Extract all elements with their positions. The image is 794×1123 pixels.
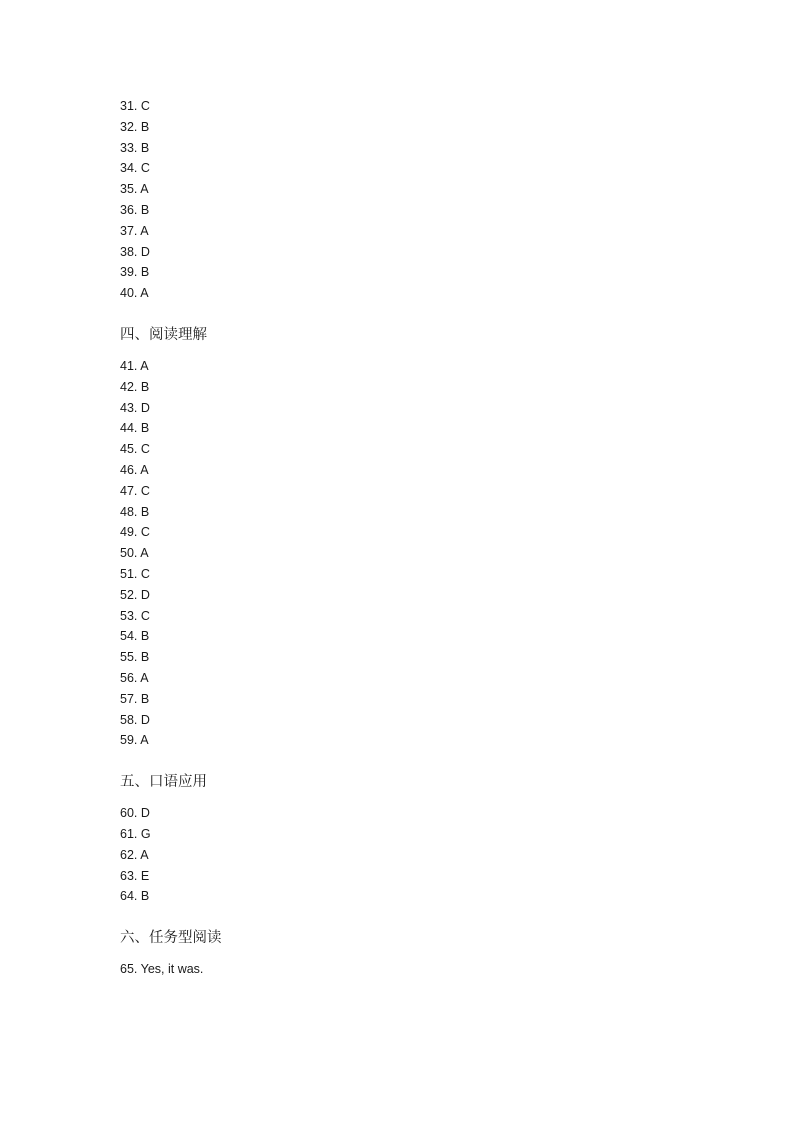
answer-value: A — [140, 462, 149, 477]
answer-item — [120, 543, 720, 564]
answer-value: G — [140, 826, 151, 841]
question-number: 53. — [120, 608, 138, 623]
question-number: 38. — [120, 244, 138, 259]
question-number: 33. — [120, 140, 138, 155]
answer-value: B — [140, 504, 150, 519]
answer-item — [120, 377, 720, 398]
question-number: 57. — [120, 691, 138, 706]
answer-item — [120, 502, 720, 523]
answer-value: C — [140, 483, 150, 498]
answer-item — [120, 96, 720, 117]
answer-value: A — [140, 223, 149, 238]
question-number: 65. — [120, 962, 138, 977]
answer-value: B — [140, 379, 150, 394]
answer-item — [120, 824, 720, 845]
document-page — [120, 96, 720, 980]
question-number: 50. — [120, 546, 138, 561]
question-number: 60. — [120, 806, 138, 821]
answer-value: B — [140, 889, 150, 904]
answer-item — [120, 845, 720, 866]
question-number: 41. — [120, 358, 138, 373]
question-number: 61. — [120, 826, 138, 841]
question-number: 45. — [120, 442, 138, 457]
answer-item — [120, 179, 720, 200]
oral-application-section — [120, 761, 720, 907]
answer-value: A — [140, 546, 149, 561]
answer-value: D — [140, 806, 150, 821]
answer-value: D — [140, 712, 150, 727]
answer-item — [120, 647, 720, 668]
answer-value: B — [140, 650, 150, 665]
answer-value: A — [140, 847, 149, 862]
answer-value: B — [140, 202, 150, 217]
question-number: 40. — [120, 286, 138, 301]
question-number: 32. — [120, 119, 138, 134]
answer-value: B — [140, 421, 150, 436]
question-number: 62. — [120, 847, 138, 862]
answer-item — [120, 522, 720, 543]
answer-item — [120, 710, 720, 731]
answer-item — [120, 606, 720, 627]
answer-item — [120, 283, 720, 304]
answer-value: C — [140, 442, 150, 457]
answer-value: Yes, it was. — [140, 962, 204, 977]
answer-item — [120, 439, 720, 460]
question-number: 59. — [120, 733, 138, 748]
answer-value: B — [140, 265, 150, 280]
question-number: 49. — [120, 525, 138, 540]
question-number: 34. — [120, 161, 138, 176]
reading-comprehension-section — [120, 314, 720, 751]
answer-value: A — [140, 286, 149, 301]
answer-value: A — [140, 358, 149, 373]
question-number: 44. — [120, 421, 138, 436]
answer-item — [120, 626, 720, 647]
answer-value: D — [140, 400, 150, 415]
answer-list — [120, 356, 720, 751]
answer-value: A — [140, 182, 149, 197]
question-number: 37. — [120, 223, 138, 238]
question-number: 43. — [120, 400, 138, 415]
section-heading: 四、阅读理解 — [120, 326, 207, 343]
answer-item — [120, 398, 720, 419]
answer-item — [120, 242, 720, 263]
answer-item — [120, 585, 720, 606]
answer-value: C — [140, 161, 150, 176]
answer-value: C — [140, 525, 150, 540]
answer-value: D — [140, 244, 150, 259]
question-number: 48. — [120, 504, 138, 519]
answer-value: C — [140, 608, 150, 623]
answer-item — [120, 158, 720, 179]
answer-item — [120, 460, 720, 481]
answer-list — [120, 803, 720, 907]
task-reading-section — [120, 917, 720, 980]
question-number: 51. — [120, 566, 138, 581]
answer-item — [120, 866, 720, 887]
answer-value: A — [140, 733, 149, 748]
answer-item — [120, 959, 720, 980]
answer-value: A — [140, 670, 149, 685]
question-number: 36. — [120, 202, 138, 217]
answer-item — [120, 262, 720, 283]
answer-item — [120, 689, 720, 710]
answer-item — [120, 221, 720, 242]
answer-item — [120, 564, 720, 585]
answers-section-continued — [120, 96, 720, 304]
question-number: 31. — [120, 99, 138, 113]
answer-item — [120, 200, 720, 221]
answer-value: C — [140, 566, 150, 581]
question-number: 46. — [120, 462, 138, 477]
answer-item — [120, 356, 720, 377]
answer-value: B — [140, 691, 150, 706]
answer-item — [120, 803, 720, 824]
answer-item — [120, 730, 720, 751]
question-number: 55. — [120, 650, 138, 665]
question-number: 35. — [120, 182, 138, 197]
answer-item — [120, 886, 720, 907]
question-number: 47. — [120, 483, 138, 498]
answer-item — [120, 418, 720, 439]
answer-list — [120, 959, 720, 980]
answer-item — [120, 668, 720, 689]
section-heading: 六、任务型阅读 — [120, 930, 222, 947]
question-number: 64. — [120, 889, 138, 904]
answer-value: B — [140, 119, 150, 134]
answer-value: C — [140, 99, 150, 113]
answer-value: B — [140, 629, 150, 644]
answer-item — [120, 138, 720, 159]
question-number: 56. — [120, 670, 138, 685]
answer-item — [120, 481, 720, 502]
answer-list — [120, 96, 720, 304]
question-number: 39. — [120, 265, 138, 280]
answer-value: E — [140, 868, 150, 883]
answer-value: B — [140, 140, 150, 155]
answer-value: D — [140, 587, 150, 602]
question-number: 54. — [120, 629, 138, 644]
answer-item — [120, 117, 720, 138]
question-number: 58. — [120, 712, 138, 727]
question-number: 42. — [120, 379, 138, 394]
question-number: 63. — [120, 868, 138, 883]
section-heading: 五、口语应用 — [120, 774, 207, 791]
question-number: 52. — [120, 587, 138, 602]
